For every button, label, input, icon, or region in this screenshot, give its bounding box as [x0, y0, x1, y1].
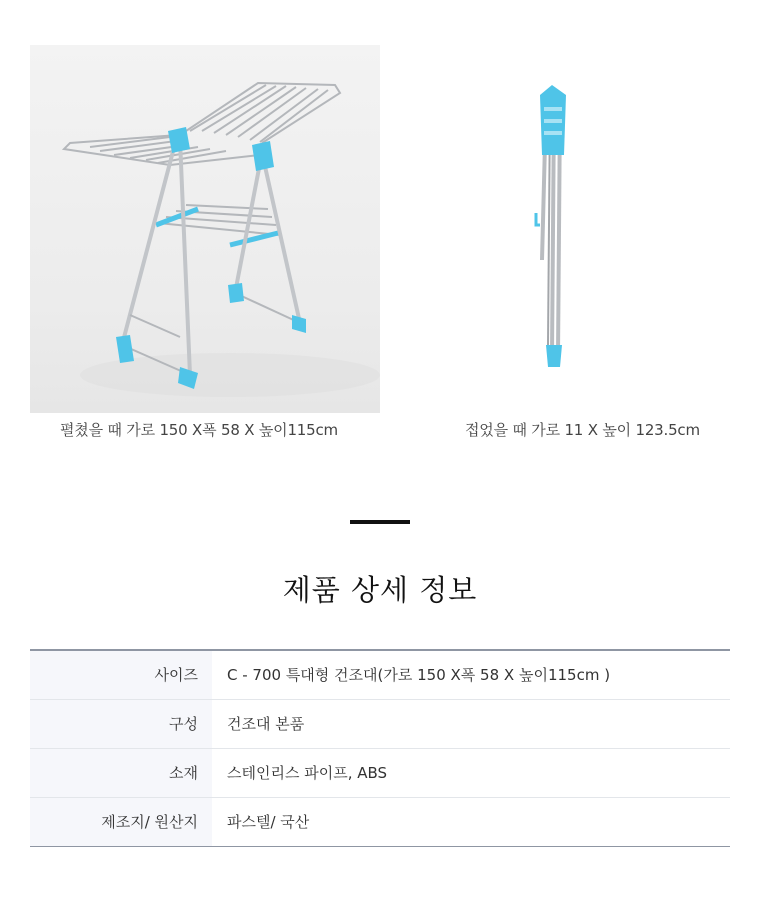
spec-label-components: 구성	[30, 699, 212, 748]
product-image-unfolded	[30, 45, 380, 413]
folded-dimensions-caption: 접었을 때 가로 11 X 높이 123.5cm	[465, 421, 700, 439]
spec-label-material: 소재	[30, 748, 212, 797]
table-row	[30, 650, 730, 699]
table-row	[30, 797, 730, 846]
spec-label-origin: 제조지/ 원산지	[30, 797, 212, 846]
drying-rack-unfolded-illustration	[30, 45, 380, 413]
table-row	[30, 748, 730, 797]
spec-label-size: 사이즈	[30, 650, 212, 699]
spec-value-material: 스테인리스 파이프, ABS	[212, 748, 730, 797]
spec-table	[30, 649, 730, 847]
section-divider	[350, 520, 410, 524]
product-image-folded	[480, 45, 620, 413]
spec-value-components: 건조대 본품	[212, 699, 730, 748]
table-row	[30, 699, 730, 748]
drying-rack-folded-illustration	[480, 45, 620, 413]
spec-value-size: C - 700 특대형 건조대(가로 150 X폭 58 X 높이115cm )	[227, 666, 611, 685]
spec-value-origin: 파스텔/ 국산	[212, 797, 730, 846]
unfolded-dimensions-caption: 펼쳤을 때 가로 150 X폭 58 X 높이115cm	[60, 421, 338, 439]
section-title: 제품 상세 정보	[282, 573, 478, 607]
